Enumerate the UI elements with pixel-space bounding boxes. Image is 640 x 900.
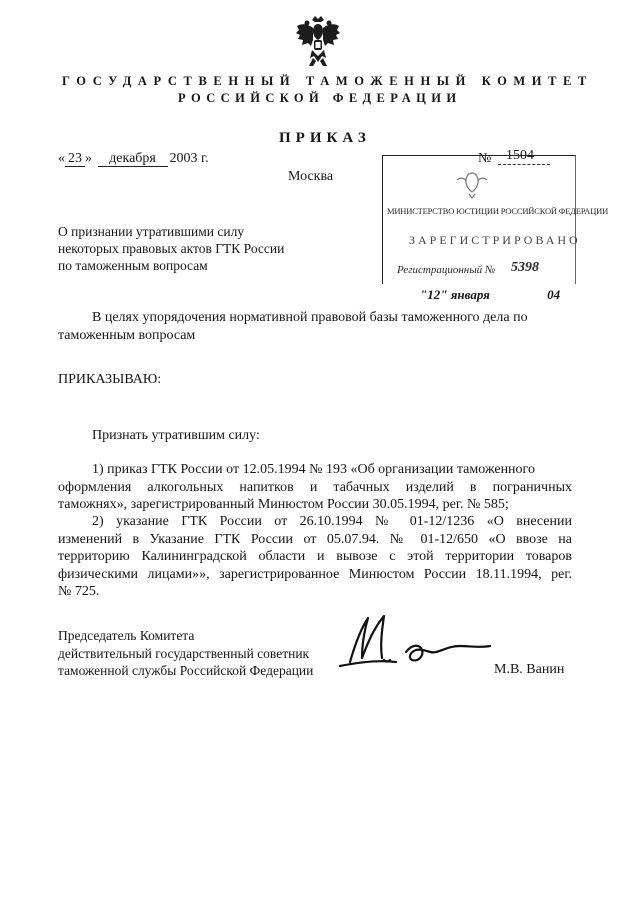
order-word: ПРИКАЗЫВАЮ: [58,372,162,387]
city: Москва [288,169,334,184]
order-item-2 [58,513,572,601]
date-close-quote: » [85,151,92,166]
item-line: таможнях», зарегистрированный Минюстом России 30.05.1994, рег. № 585; [58,497,509,512]
intro-line: таможенным вопросам [58,327,196,343]
item-line: 2) указание ГТК России от 26.10.1994 № 01-12/1236 «О внесении [92,514,572,529]
subject-line: О признании утратившими силу [58,224,245,239]
order-item-1 [58,461,572,514]
stamp-reg-label: Регистрационный № [397,264,496,276]
stamp-reg-date-day: "12" [420,287,448,302]
stamp-ministry: МИНИСТЕРСТВО ЮСТИЦИИ РОССИЙСКОЙ ФЕДЕРАЦИИ [387,206,609,216]
org-name-line2: РОССИЙСКОЙ ФЕДЕРАЦИИ [178,91,462,105]
item-line: территорию Калининградской области и вывозе с этой территории товаров [58,549,572,564]
date-day: 23 [65,151,85,167]
double-headed-eagle-icon [293,14,343,68]
stamp-registered: ЗАРЕГИСТРИРОВАНО [409,233,581,247]
handwritten-signature [336,604,516,688]
item-line: оформления алкогольных напитков и табачных изделий в пограничных [58,479,572,495]
stamp-reg-date [420,287,560,303]
recognize-statement: Признать утратившим силу: [92,428,260,443]
stamp-reg-number: 5398 [511,260,539,275]
org-name-line1: ГОСУДАРСТВЕННЫЙ ТАМОЖЕННЫЙ КОМИТЕТ [62,74,593,88]
document-subject [58,223,284,274]
item-line: физическими лицами»», зарегистрированное Минюстом России 18.11.1994, рег. [58,566,572,582]
registration-stamp [382,155,609,284]
stamp-reg-date-month: января [450,287,490,302]
signatory-line: действительный государственный советник [58,645,310,661]
signatory-name: М.В. Ванин [494,662,565,677]
subject-line: некоторых правовых актов ГТК России [58,241,285,256]
stamp-reg-date-year: 04 [547,287,561,302]
document-number: 1504 [498,148,550,165]
item-line: изменений в Указание ГТК России от 05.07.94. № 01-12/650 «О ввозе на [58,531,572,547]
document-date [58,151,209,167]
number-label: № [478,151,492,166]
subject-line: по таможенным вопросам [58,258,208,273]
date-month: декабря [98,151,168,167]
signatory-line: Председатель Комитета [58,628,195,643]
item-line: № 725. [58,584,100,599]
document-title: ПРИКАЗ [279,130,371,146]
intro-line: В целях упорядочения нормативной правовой базы таможенного дела по [92,310,528,325]
signatory-title [58,627,313,680]
item-line: 1) приказ ГТК России от 12.05.1994 № 193 «Об организации таможенного [92,462,535,477]
date-year: 2003 г. [169,151,209,166]
intro-paragraph [58,309,572,344]
signatory-line: таможенной службы Российской Федерации [58,663,314,678]
date-open-quote: « [58,151,65,166]
stamp-emblem-icon [455,170,489,200]
